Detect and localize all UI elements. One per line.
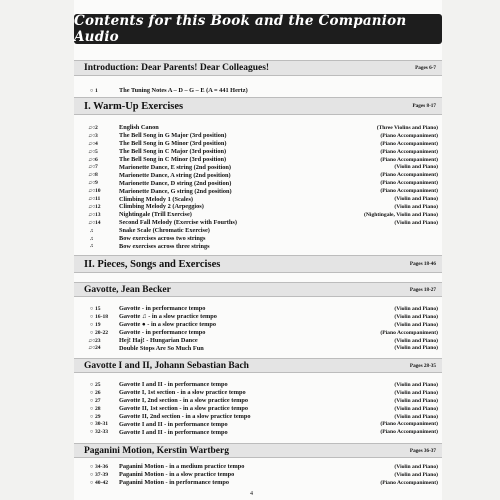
track-title: Gavotte I, 2nd section - in a slow practice tempo xyxy=(119,397,249,405)
section-introduction xyxy=(74,60,442,76)
track-number: 8 xyxy=(95,172,98,179)
track-row xyxy=(88,397,438,405)
accompaniment-label: (Violin and Piano) xyxy=(394,381,438,388)
track-title: The Bell Song in C Major (3rd position) xyxy=(119,148,227,156)
track-row xyxy=(88,227,438,235)
audio-track-icon: ♫○ xyxy=(88,211,96,218)
track-row xyxy=(88,132,438,140)
track-row xyxy=(88,463,438,471)
section-title: II. Pieces, Songs and Exercises xyxy=(84,258,221,270)
audio-track-icon: ♫○ xyxy=(88,196,96,203)
track-row xyxy=(88,337,438,345)
track-number: 20-22 xyxy=(95,329,109,336)
track-number: 13 xyxy=(95,211,101,218)
audio-track-icon: ○ xyxy=(89,463,94,470)
track-title: The Bell Song in G Minor (3rd position) xyxy=(119,140,227,148)
audio-track-icon: ○ xyxy=(89,305,94,312)
track-number: 32-33 xyxy=(95,429,109,436)
section-pages: Pages 36-37 xyxy=(409,447,436,454)
section-pieces xyxy=(74,255,442,273)
track-title: Paganini Motion - in a slow practice tempo xyxy=(119,471,235,479)
audio-track-icon: ○ xyxy=(89,405,94,412)
audio-track-icon: ♫○ xyxy=(88,172,96,179)
track-title: English Canon xyxy=(119,124,159,132)
accompaniment-label: (Piano Accompaniment) xyxy=(380,148,438,155)
section-title: Introduction: Dear Parents! Dear Colleagues! xyxy=(84,63,270,73)
accompaniment-label: (Violin and Piano) xyxy=(394,313,438,320)
accompaniment-label: (Piano Accompaniment) xyxy=(380,172,438,179)
track-number: 15 xyxy=(95,305,101,312)
page-number: 4 xyxy=(250,491,253,497)
audio-track-icon: ○ xyxy=(89,479,94,486)
section-title: Paganini Motion, Kerstin Wartberg xyxy=(84,445,229,456)
track-row xyxy=(88,471,438,479)
audio-track-icon: ♫○ xyxy=(88,148,96,155)
track-title: Double Stops Are So Much Fun xyxy=(119,344,204,352)
track-row xyxy=(88,124,438,132)
track-title: The Tuning Notes A – D – G – E (A = 441 Hertz) xyxy=(119,87,248,95)
track-number: 9 xyxy=(95,180,98,187)
track-row xyxy=(88,389,438,397)
audio-track-icon: ♫○ xyxy=(88,219,96,226)
section-title: Gavotte I and II, Johann Sebastian Bach xyxy=(84,360,249,371)
accompaniment-label: (Piano Accompaniment) xyxy=(380,180,438,187)
accompaniment-label: (Violin and Piano) xyxy=(394,203,438,210)
track-row xyxy=(88,321,438,329)
track-number: 23 xyxy=(95,337,101,344)
track-number: 10 xyxy=(95,188,101,195)
track-title: Gavotte ● - in a slow practice tempo xyxy=(119,321,217,329)
track-title: Bow exercises across three strings xyxy=(119,242,210,250)
accompaniment-label: (Piano Accompaniment) xyxy=(380,429,438,436)
track-title: Gavotte II, 1st section - in a slow practice tempo xyxy=(119,405,249,413)
accompaniment-label: (Piano Accompaniment) xyxy=(380,421,438,428)
track-row xyxy=(88,219,438,227)
audio-track-icon: ○ xyxy=(89,329,94,336)
track-number: 25 xyxy=(95,381,101,388)
track-row xyxy=(88,179,438,187)
track-row xyxy=(88,156,438,164)
track-row xyxy=(88,148,438,156)
track-number: 34-36 xyxy=(95,463,109,470)
track-row xyxy=(88,187,438,195)
track-title: Gavotte I and II - in performance tempo xyxy=(119,428,228,436)
track-title: Marionette Dance, G string (2nd position) xyxy=(119,187,232,195)
accompaniment-label: (Violin and Piano) xyxy=(394,219,438,226)
audio-track-icon: ○ xyxy=(89,87,94,94)
track-title: Bow exercises across two strings xyxy=(119,235,206,243)
track-number: 30-31 xyxy=(95,421,109,428)
track-title: Marionette Dance, A string (2nd position) xyxy=(119,171,231,179)
track-number: 11 xyxy=(95,196,101,203)
audio-track-icon: ○ xyxy=(89,321,94,328)
track-row xyxy=(88,203,438,211)
track-number: 40-42 xyxy=(95,479,109,486)
accompaniment-label: (Violin and Piano) xyxy=(394,305,438,312)
audio-track-icon: ○ xyxy=(89,397,94,404)
section-bach xyxy=(74,358,442,373)
accompaniment-label: (Piano Accompaniment) xyxy=(380,188,438,195)
track-number: 3 xyxy=(95,132,98,139)
section-pages: Pages 28-35 xyxy=(409,362,436,369)
audio-track-icon: ♫ xyxy=(89,235,94,242)
track-row xyxy=(88,381,438,389)
track-title: Paganini Motion - in performance tempo xyxy=(119,479,230,487)
audio-track-icon: ○ xyxy=(89,429,94,436)
audio-track-icon: ♫○ xyxy=(88,156,96,163)
accompaniment-label: (Violin and Piano) xyxy=(394,413,438,420)
track-title: Gavotte - in performance tempo xyxy=(119,305,206,313)
track-number: 6 xyxy=(95,156,98,163)
track-title: Gavotte I and II - in performance tempo xyxy=(119,420,228,428)
section-title: I. Warm-Up Exercises xyxy=(84,100,184,112)
track-title: Gavotte - in performance tempo xyxy=(119,329,206,337)
audio-track-icon: ♫○ xyxy=(88,124,96,131)
accompaniment-label: (Piano Accompaniment) xyxy=(380,479,438,486)
track-title: Climbing Melody 2 (Arpeggios) xyxy=(119,203,204,211)
section-pages: Pages 18-46 xyxy=(409,261,436,267)
accompaniment-label: (Violin and Piano) xyxy=(394,196,438,203)
track-number: 27 xyxy=(95,397,101,404)
track-number: 16-18 xyxy=(95,313,109,320)
accompaniment-label: (Violin and Piano) xyxy=(394,337,438,344)
track-number: 1 xyxy=(95,87,98,94)
audio-track-icon: ○ xyxy=(89,381,94,388)
track-number: 14 xyxy=(95,219,101,226)
accompaniment-label: (Violin and Piano) xyxy=(394,389,438,396)
track-number: 7 xyxy=(95,164,98,171)
track-number: 24 xyxy=(95,345,101,352)
accompaniment-label: (Piano Accompaniment) xyxy=(380,156,438,163)
track-row xyxy=(88,428,438,436)
track-number: 26 xyxy=(95,389,101,396)
track-title: Hej! Haj! - Hungarian Dance xyxy=(119,337,198,345)
contents-banner xyxy=(74,14,442,44)
audio-track-icon: ♫○ xyxy=(88,180,96,187)
track-row xyxy=(88,421,438,429)
track-row xyxy=(88,405,438,413)
track-row xyxy=(88,164,438,172)
audio-track-icon: ♫ xyxy=(89,243,94,250)
section-pages: Pages 6-7 xyxy=(415,65,436,71)
accompaniment-label: (Piano Accompaniment) xyxy=(380,329,438,336)
track-title: Gavotte ♫ - in a slow practice tempo xyxy=(119,313,217,321)
section-title: Gavotte, Jean Becker xyxy=(84,284,171,295)
track-row xyxy=(88,413,438,421)
section-pages: Pages 8-17 xyxy=(412,103,436,109)
track-row xyxy=(88,313,438,321)
accompaniment-label: (Piano Accompaniment) xyxy=(380,132,438,139)
audio-track-icon: ♫○ xyxy=(88,345,96,352)
track-row xyxy=(88,140,438,148)
accompaniment-label: (Violin and Piano) xyxy=(394,164,438,171)
track-row xyxy=(88,195,438,203)
track-title: Marionette Dance, D string (2nd position) xyxy=(119,179,232,187)
track-title: Gavotte II, 2nd section - in a slow practice tempo xyxy=(119,413,251,421)
accompaniment-label: (Violin and Piano) xyxy=(394,397,438,404)
track-title: The Bell Song in G Major (3rd position) xyxy=(119,132,227,140)
track-row xyxy=(88,345,438,353)
track-row xyxy=(88,87,438,95)
track-row xyxy=(88,243,438,251)
accompaniment-label: (Violin and Piano) xyxy=(394,321,438,328)
track-title: The Bell Song in C Minor (3rd position) xyxy=(119,156,227,164)
track-title: Gavotte I and II - in performance tempo xyxy=(119,381,228,389)
track-title: Marionette Dance, E string (2nd position) xyxy=(119,163,231,171)
audio-track-icon: ♫○ xyxy=(88,132,96,139)
audio-track-icon: ○ xyxy=(89,389,94,396)
track-row xyxy=(88,171,438,179)
audio-track-icon: ♫ xyxy=(89,227,94,234)
audio-track-icon: ♫○ xyxy=(88,140,96,147)
track-row xyxy=(88,329,438,337)
accompaniment-label: (Nightingale, Violin and Piano) xyxy=(364,211,438,218)
audio-track-icon: ○ xyxy=(89,413,94,420)
track-row xyxy=(88,235,438,243)
accompaniment-label: (Piano Accompaniment) xyxy=(380,140,438,147)
audio-track-icon: ○ xyxy=(89,313,94,320)
track-title: Paganini Motion - in a medium practice tempo xyxy=(119,463,245,471)
track-number: 2 xyxy=(95,124,98,131)
accompaniment-label: (Three Violins and Piano) xyxy=(376,124,438,131)
audio-track-icon: ♫○ xyxy=(88,188,96,195)
track-title: Second Fall Melody (Exercise with Fourths) xyxy=(119,219,237,227)
audio-track-icon: ♫○ xyxy=(88,164,96,171)
audio-track-icon: ○ xyxy=(89,471,94,478)
section-paganini xyxy=(74,443,442,458)
track-title: Gavotte I, 1st section - in a slow practice tempo xyxy=(119,389,246,397)
track-row xyxy=(88,305,438,313)
accompaniment-label: (Violin and Piano) xyxy=(394,345,438,352)
accompaniment-label: (Violin and Piano) xyxy=(394,405,438,412)
track-row xyxy=(88,211,438,219)
track-number: 4 xyxy=(95,140,98,147)
section-pages: Pages 18-27 xyxy=(409,286,436,293)
audio-track-icon: ○ xyxy=(89,421,94,428)
section-warmup xyxy=(74,97,442,115)
track-title: Snake Scale (Chromatic Exercise) xyxy=(119,227,210,235)
audio-track-icon: ♫○ xyxy=(88,203,96,210)
track-number: 12 xyxy=(95,203,101,210)
contents-title: Contents for this Book and the Companion Audio xyxy=(74,13,407,45)
accompaniment-label: (Violin and Piano) xyxy=(394,471,438,478)
track-row xyxy=(88,479,438,487)
track-title: Nightingale (Trill Exercise) xyxy=(119,211,192,219)
track-number: 5 xyxy=(95,148,98,155)
track-number: 29 xyxy=(95,413,101,420)
track-number: 28 xyxy=(95,405,101,412)
audio-track-icon: ♫○ xyxy=(88,337,96,344)
accompaniment-label: (Violin and Piano) xyxy=(394,463,438,470)
track-number: 37-39 xyxy=(95,471,109,478)
track-title: Climbing Melody 1 (Scales) xyxy=(119,195,193,203)
section-gavotte xyxy=(74,282,442,297)
track-number: 19 xyxy=(95,321,101,328)
